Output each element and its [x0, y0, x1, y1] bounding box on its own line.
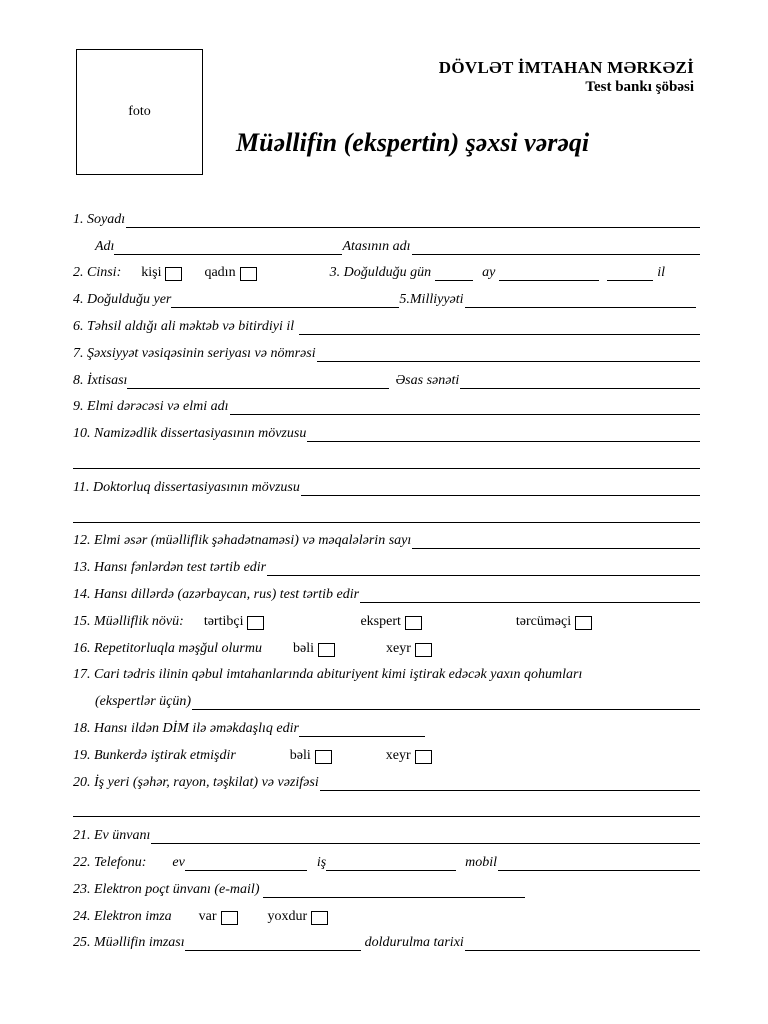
- row-degree: [73, 393, 700, 420]
- workplace-field-cont[interactable]: [73, 803, 700, 817]
- specialty-label: 8. İxtisası: [73, 372, 128, 388]
- row-candidate-thesis-cont: [73, 446, 700, 473]
- doctoral-thesis-field-cont[interactable]: [73, 509, 700, 523]
- education-field[interactable]: [299, 321, 700, 335]
- phone-work-field[interactable]: [326, 857, 456, 871]
- tutoring-no-label: xeyr: [386, 640, 411, 656]
- bunker-yes-label: bəli: [289, 747, 311, 763]
- birth-year-field[interactable]: [607, 267, 653, 281]
- workplace-label: 20. İş yeri (şəhər, rayon, təşkilat) və vəzifəsi: [73, 774, 319, 790]
- birthdate-label: 3. Doğulduğu gün: [329, 265, 432, 281]
- esignature-yes-checkbox[interactable]: [221, 911, 238, 925]
- personal-form: [73, 205, 700, 955]
- degree-field[interactable]: [230, 401, 700, 415]
- works-count-field[interactable]: [412, 535, 700, 549]
- main-profession-field[interactable]: [460, 375, 700, 389]
- female-checkbox[interactable]: [240, 267, 257, 281]
- expert-label: ekspert: [360, 613, 401, 629]
- candidate-thesis-label: 10. Namizədlik dissertasiyasının mövzusu: [73, 426, 307, 442]
- tutoring-yes-checkbox[interactable]: [318, 643, 335, 657]
- row-works-count: [73, 527, 700, 554]
- esignature-yes-label: var: [198, 908, 217, 924]
- main-profession-label: Əsas sənəti: [395, 372, 460, 388]
- surname-label: 1. Soyadı: [73, 211, 126, 227]
- bunker-no-checkbox[interactable]: [415, 750, 432, 764]
- relatives-note: (ekspertlər üçün): [95, 694, 192, 710]
- department-name: Test bankı şöbəsi: [585, 79, 694, 95]
- father-name-field[interactable]: [412, 241, 700, 255]
- phone-label: 22. Telefonu:: [73, 854, 147, 870]
- fill-date-label: doldurulma tarixi: [364, 935, 464, 951]
- org-name: DÖVLƏT İMTAHAN MƏRKƏZİ: [438, 58, 694, 77]
- female-label: qadın: [204, 265, 236, 281]
- row-birthplace: [73, 285, 700, 312]
- row-doctoral-thesis: [73, 473, 700, 500]
- authorship-type-label: 15. Müəlliflik növü:: [73, 613, 184, 629]
- birth-month-label: ay: [482, 265, 496, 281]
- email-field[interactable]: [263, 884, 525, 898]
- row-tutoring: [73, 634, 700, 661]
- row-candidate-thesis: [73, 419, 700, 446]
- subjects-label: 13. Hansı fənlərdən test tərtib edir: [73, 560, 267, 576]
- candidate-thesis-field-cont[interactable]: [73, 455, 700, 469]
- row-name: [73, 232, 700, 259]
- photo-placeholder: [76, 49, 203, 175]
- id-card-label: 7. Şəxsiyyət vəsiqəsinin seriyası və nömrəsi: [73, 345, 316, 361]
- phone-mobile-label: mobil: [465, 854, 498, 870]
- page-title: Müəllifin (ekspertin) şəxsi vərəqi: [236, 128, 590, 157]
- languages-field[interactable]: [360, 589, 700, 603]
- specialty-field[interactable]: [127, 375, 389, 389]
- bunker-yes-checkbox[interactable]: [315, 750, 332, 764]
- birth-day-field[interactable]: [435, 267, 473, 281]
- relatives-label: 17. Cari tədris ilinin qəbul imtahanlarında abituriyent kimi iştirak edəcək yaxın qohumları: [73, 667, 583, 683]
- row-home-address: [73, 821, 700, 848]
- birthplace-field[interactable]: [171, 294, 399, 308]
- email-label: 23. Elektron poçt ünvanı (e-mail): [73, 881, 260, 897]
- languages-label: 14. Hansı dillərdə (azərbaycan, rus) test tərtib edir: [73, 586, 360, 602]
- phone-home-label: ev: [172, 854, 185, 870]
- relatives-field[interactable]: [192, 696, 700, 710]
- candidate-thesis-field[interactable]: [307, 428, 700, 442]
- signature-field[interactable]: [185, 937, 361, 951]
- works-count-label: 12. Elmi əsər (müəlliflik şəhadətnaməsi) və məqalələrin sayı: [73, 533, 412, 549]
- photo-label: foto: [128, 104, 151, 119]
- compiler-checkbox[interactable]: [247, 616, 264, 630]
- signature-label: 25. Müəllifin imzası: [73, 935, 185, 951]
- id-card-field[interactable]: [317, 348, 700, 362]
- row-subjects: [73, 553, 700, 580]
- phone-work-label: iş: [316, 854, 327, 870]
- expert-checkbox[interactable]: [405, 616, 422, 630]
- subjects-field[interactable]: [267, 562, 700, 576]
- cooperation-year-field[interactable]: [299, 723, 425, 737]
- row-languages: [73, 580, 700, 607]
- doctoral-thesis-field[interactable]: [301, 482, 700, 496]
- fill-date-field[interactable]: [465, 937, 700, 951]
- degree-label: 9. Elmi dərəcəsi və elmi adı: [73, 399, 229, 415]
- row-email: [73, 875, 700, 902]
- row-surname: [73, 205, 700, 232]
- row-id-card: [73, 339, 700, 366]
- translator-checkbox[interactable]: [575, 616, 592, 630]
- tutoring-label: 16. Repetitorluqla məşğul olurmu: [73, 640, 262, 656]
- tutoring-no-checkbox[interactable]: [415, 643, 432, 657]
- workplace-field[interactable]: [320, 777, 700, 791]
- male-label: kişi: [141, 265, 162, 281]
- education-label: 6. Təhsil aldığı ali məktəb və bitirdiyi il: [73, 318, 295, 334]
- home-address-field[interactable]: [151, 830, 700, 844]
- row-cooperation-year: [73, 714, 700, 741]
- nationality-label: 5.Milliyyəti: [399, 292, 464, 308]
- male-checkbox[interactable]: [165, 267, 182, 281]
- row-bunker: [73, 741, 700, 768]
- birth-month-field[interactable]: [499, 267, 599, 281]
- organization-header: [439, 58, 694, 96]
- row-workplace-cont: [73, 795, 700, 822]
- birth-year-label: il: [657, 265, 666, 281]
- row-esignature: [73, 902, 700, 929]
- row-education: [73, 312, 700, 339]
- translator-label: tərcüməçi: [515, 613, 572, 629]
- surname-field[interactable]: [126, 214, 700, 228]
- doctoral-thesis-label: 11. Doktorluq dissertasiyasının mövzusu: [73, 479, 300, 495]
- bunker-no-label: xeyr: [385, 747, 411, 763]
- name-field[interactable]: [114, 241, 342, 255]
- row-relatives: [73, 661, 700, 688]
- row-doctoral-thesis-cont: [73, 500, 700, 527]
- tutoring-yes-label: bəli: [293, 640, 314, 656]
- row-signature: [73, 929, 700, 956]
- nationality-field[interactable]: [465, 294, 696, 308]
- row-specialty: [73, 366, 700, 393]
- row-phone: [73, 848, 700, 875]
- esignature-no-label: yoxdur: [267, 908, 308, 924]
- row-workplace: [73, 768, 700, 795]
- home-address-label: 21. Ev ünvanı: [73, 828, 151, 844]
- bunker-label: 19. Bunkerdə iştirak etmişdir: [73, 747, 236, 763]
- esignature-no-checkbox[interactable]: [311, 911, 328, 925]
- phone-mobile-field[interactable]: [498, 857, 700, 871]
- phone-home-field[interactable]: [185, 857, 307, 871]
- name-label: Adı: [95, 238, 115, 254]
- esignature-label: 24. Elektron imza: [73, 908, 172, 924]
- row-authorship-type: [73, 607, 700, 634]
- compiler-label: tərtibçi: [203, 613, 244, 629]
- birthplace-label: 4. Doğulduğu yer: [73, 292, 172, 308]
- row-relatives-cont: [73, 687, 700, 714]
- cooperation-year-label: 18. Hansı ildən DİM ilə əməkdaşlıq edir: [73, 720, 299, 736]
- row-gender-birthdate: [73, 259, 700, 286]
- gender-label: 2. Cinsi:: [73, 265, 122, 281]
- father-name-label: Atasının adı: [342, 238, 411, 254]
